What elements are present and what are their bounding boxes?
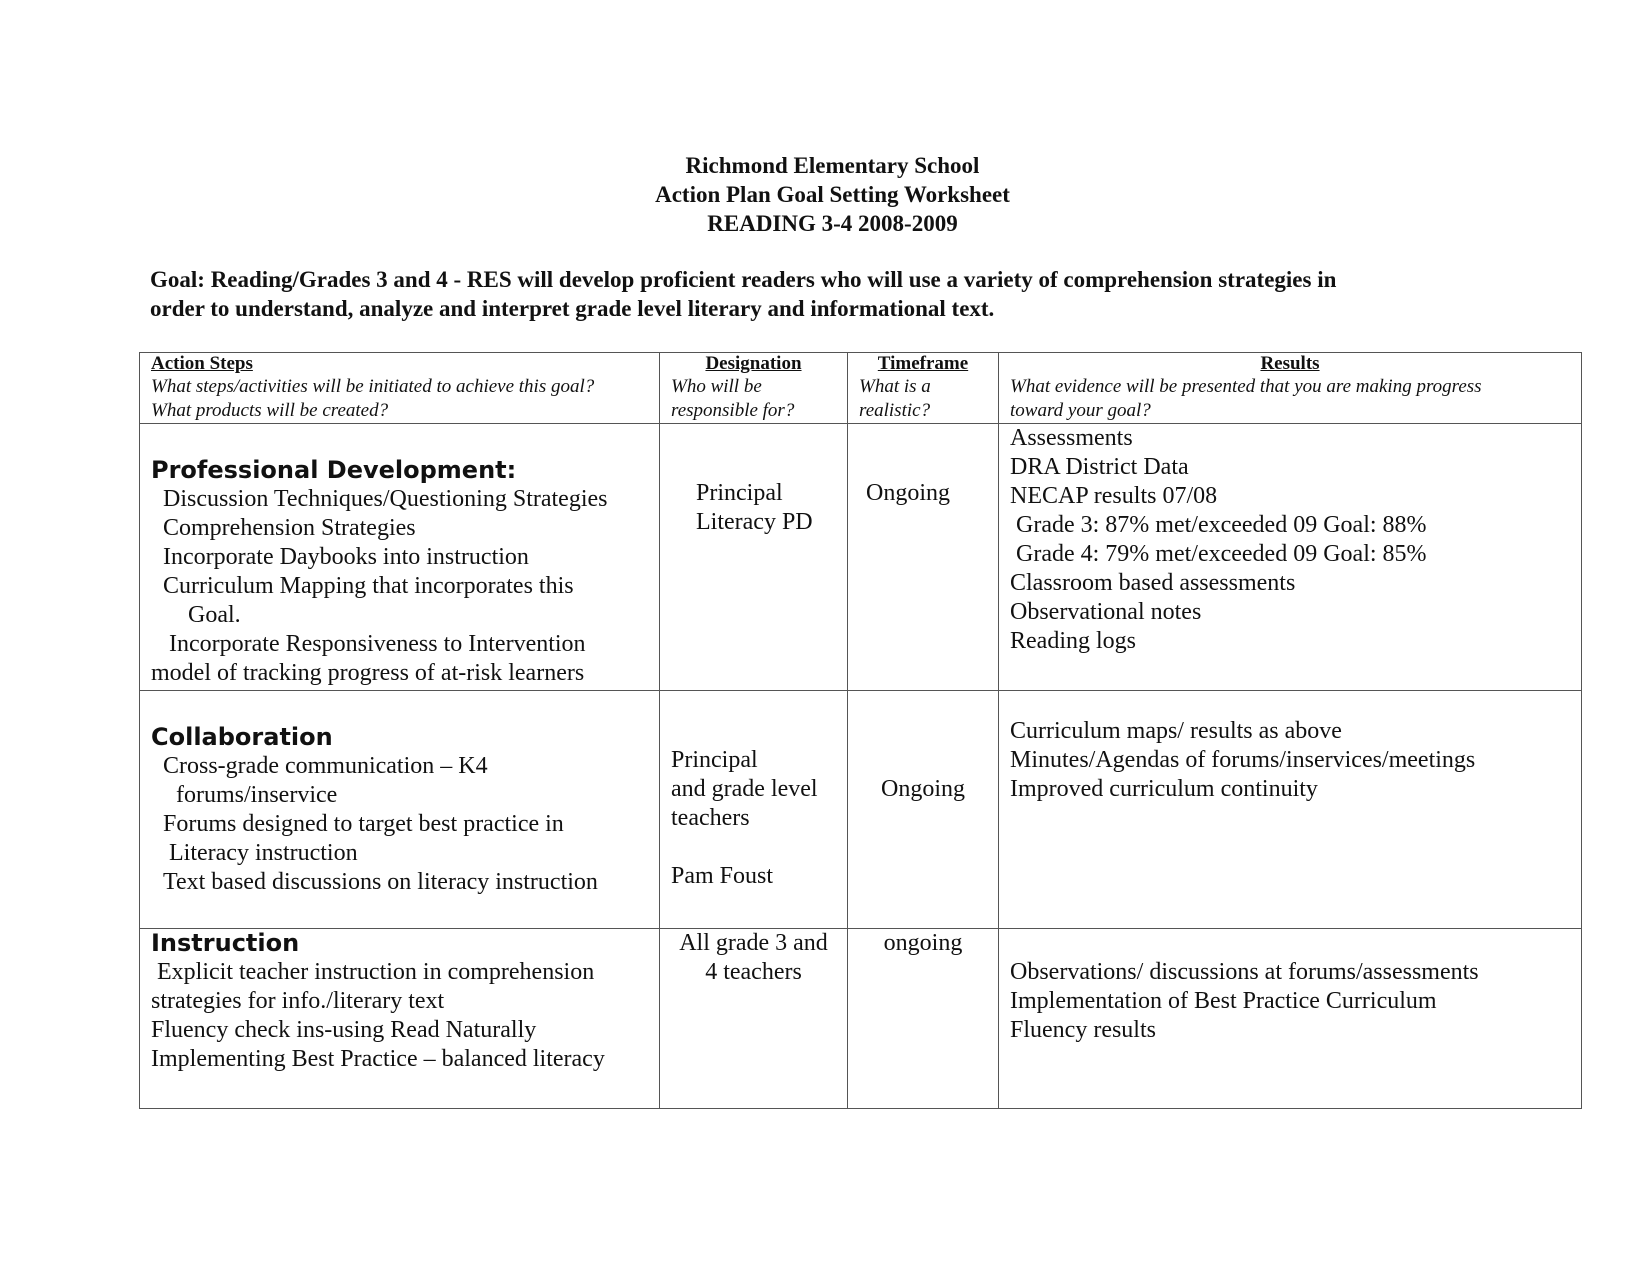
result-item: Reading logs xyxy=(1010,628,1136,654)
timeframe-cell xyxy=(848,691,999,929)
result-item: Curriculum maps/ results as above xyxy=(1010,718,1342,744)
timeframe-cell xyxy=(848,424,999,691)
step-item: Discussion Techniques/Questioning Strategies xyxy=(163,486,608,512)
result-item: Grade 3: 87% met/exceeded 09 Goal: 88% xyxy=(1016,512,1427,538)
step-item: Explicit teacher instruction in comprehension xyxy=(157,959,595,985)
column-subtitle: What products will be created? xyxy=(151,400,389,421)
column-subtitle: What is a xyxy=(859,376,931,397)
section-heading: Collaboration xyxy=(151,723,333,751)
column-subtitle: Who will be xyxy=(671,376,762,397)
goal-statement xyxy=(150,265,1530,323)
column-subtitle: responsible for? xyxy=(671,400,795,421)
timeframe-value: Ongoing xyxy=(866,480,950,506)
header-timeframe xyxy=(848,353,999,424)
table-row xyxy=(140,424,1582,691)
section-heading: Professional Development: xyxy=(151,456,517,484)
step-item: Literacy instruction xyxy=(169,840,358,866)
step-item: Cross-grade communication – K4 xyxy=(163,753,488,779)
column-label: Action Steps xyxy=(151,353,253,374)
action-plan-table xyxy=(139,352,1582,1109)
result-item: Improved curriculum continuity xyxy=(1010,776,1318,802)
column-subtitle: What steps/activities will be initiated to achieve this goal? xyxy=(151,376,595,397)
results-cell xyxy=(999,929,1582,1109)
goal-line-1: Goal: Reading/Grades 3 and 4 - RES will develop proficient readers who will use a variety of comprehension strategies in xyxy=(150,267,1337,292)
step-item: forums/inservice xyxy=(176,782,338,808)
timeframe-value: ongoing xyxy=(883,930,963,956)
goal-line-2: order to understand, analyze and interpret grade level literary and informational text. xyxy=(150,296,995,321)
table-header-row xyxy=(140,353,1582,424)
step-item: Comprehension Strategies xyxy=(163,515,416,541)
designation-cell xyxy=(660,929,848,1109)
column-subtitle: toward your goal? xyxy=(1010,400,1151,421)
step-item: model of tracking progress of at-risk learners xyxy=(151,660,585,686)
designation-item: 4 teachers xyxy=(705,959,802,985)
designation-item: Principal xyxy=(696,480,783,506)
result-item: NECAP results 07/08 xyxy=(1010,483,1218,509)
result-item: Observations/ discussions at forums/assessments xyxy=(1010,959,1479,985)
column-label: Results xyxy=(1260,353,1320,374)
result-item: Grade 4: 79% met/exceeded 09 Goal: 85% xyxy=(1016,541,1427,567)
designation-item: Literacy PD xyxy=(696,509,813,535)
worksheet-title: Action Plan Goal Setting Worksheet xyxy=(655,182,1010,207)
header-action-steps xyxy=(140,353,660,424)
results-cell xyxy=(999,424,1582,691)
column-subtitle: realistic? xyxy=(859,400,931,421)
action-steps-cell xyxy=(140,691,660,929)
header-designation xyxy=(660,353,848,424)
timeframe-value: Ongoing xyxy=(881,776,965,802)
result-item: Implementation of Best Practice Curriculum xyxy=(1010,988,1437,1014)
designation-item: Principal xyxy=(671,747,758,773)
designation-item: All grade 3 and xyxy=(679,930,828,956)
step-item: Goal. xyxy=(188,602,241,628)
result-item: Fluency results xyxy=(1010,1017,1156,1043)
section-heading: Instruction xyxy=(151,929,300,957)
column-label: Designation xyxy=(705,353,802,374)
table-row xyxy=(140,691,1582,929)
designation-cell xyxy=(660,424,848,691)
result-item: Assessments xyxy=(1010,425,1133,451)
designation-item: and grade level xyxy=(671,776,818,802)
step-item: Fluency check ins-using Read Naturally xyxy=(151,1017,537,1043)
column-subtitle: What evidence will be presented that you are making progress xyxy=(1010,376,1482,397)
table-row xyxy=(140,929,1582,1109)
result-item: Minutes/Agendas of forums/inservices/meetings xyxy=(1010,747,1476,773)
action-steps-cell xyxy=(140,929,660,1109)
designation-cell xyxy=(660,691,848,929)
step-item: Text based discussions on literacy instruction xyxy=(163,869,598,895)
designation-item: teachers xyxy=(671,805,750,831)
step-item: Forums designed to target best practice in xyxy=(163,811,564,837)
step-item: Implementing Best Practice – balanced literacy xyxy=(151,1046,605,1072)
result-item: Classroom based assessments xyxy=(1010,570,1296,596)
step-item: Incorporate Daybooks into instruction xyxy=(163,544,529,570)
designation-item: Pam Foust xyxy=(671,863,774,889)
action-steps-cell xyxy=(140,424,660,691)
school-name: Richmond Elementary School xyxy=(685,153,980,178)
result-item: DRA District Data xyxy=(1010,454,1189,480)
column-label: Timeframe xyxy=(877,353,969,374)
timeframe-cell xyxy=(848,929,999,1109)
step-item: Curriculum Mapping that incorporates this xyxy=(163,573,574,599)
results-cell xyxy=(999,691,1582,929)
header-results xyxy=(999,353,1582,424)
step-item: strategies for info./literary text xyxy=(151,988,445,1014)
subject-year: READING 3-4 2008-2009 xyxy=(707,211,958,236)
result-item: Observational notes xyxy=(1010,599,1202,625)
step-item: Incorporate Responsiveness to Intervention xyxy=(169,631,586,657)
document-title xyxy=(0,151,1650,238)
